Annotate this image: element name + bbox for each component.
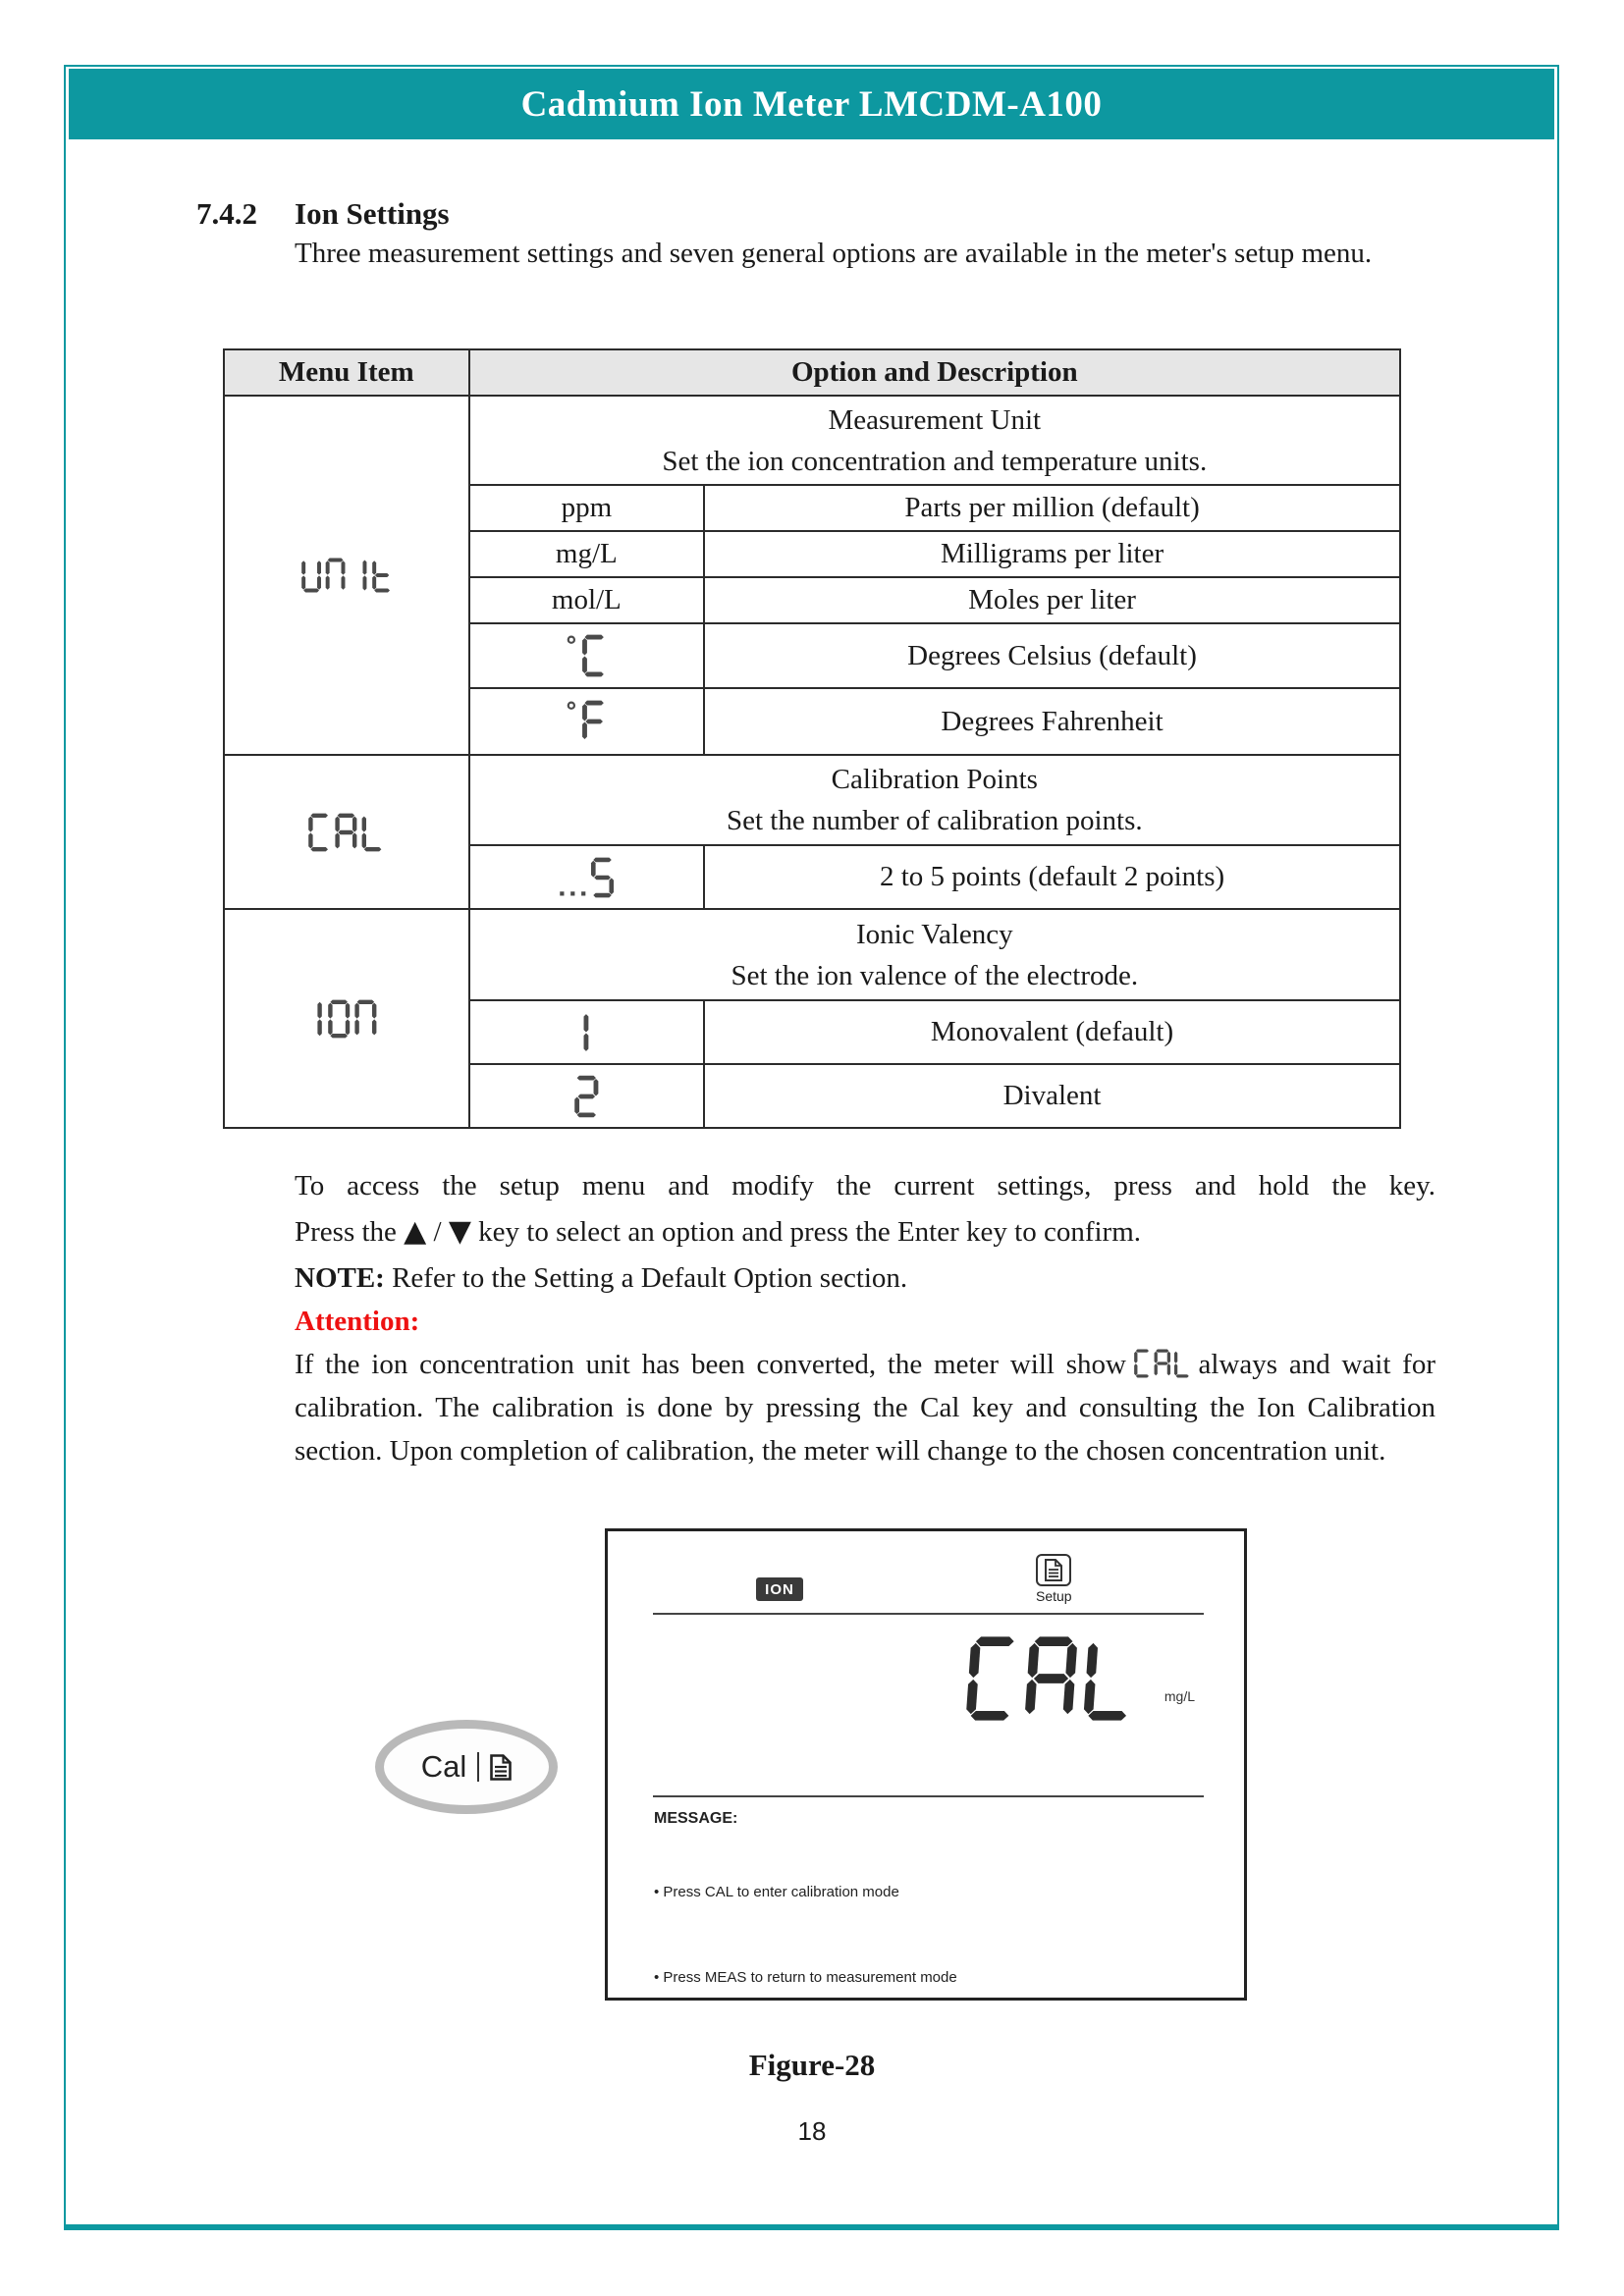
option-mgl-description: Milligrams per liter — [704, 531, 1400, 577]
note-label: NOTE: — [295, 1262, 385, 1294]
option-cal-points-description: 2 to 5 points (default 2 points) — [704, 845, 1400, 909]
arrow-line-prefix: Press the — [295, 1216, 397, 1248]
slash-separator: / — [433, 1216, 442, 1248]
menu-item-cal-cell — [224, 755, 469, 909]
note-line — [295, 1256, 1435, 1300]
section-intro-paragraph: Three measurement settings and seven general options are available in the meter's setup menu. — [295, 238, 1373, 269]
cal-key-button[interactable] — [375, 1720, 558, 1814]
option-celsius-description: Degrees Celsius (default) — [704, 623, 1400, 688]
section-number: 7.4.2 — [196, 196, 257, 231]
ion-subheader-cell — [469, 909, 1400, 1000]
option-divalent-cell — [469, 1064, 705, 1128]
lcd-digit-one — [582, 1011, 590, 1054]
lcd-cal-points — [559, 857, 614, 898]
option-divalent-description: Divalent — [704, 1064, 1400, 1128]
display-divider-bottom — [653, 1795, 1204, 1797]
attention-paragraph — [295, 1343, 1435, 1472]
settings-table — [223, 348, 1401, 1129]
note-text: Refer to the Setting a Default Option section. — [384, 1262, 908, 1294]
up-arrow-icon: ▲ — [404, 1214, 427, 1249]
option-moll: mol/L — [469, 577, 705, 623]
unit-title: Measurement Unit — [828, 403, 1042, 436]
option-fahrenheit-cell — [469, 688, 705, 755]
attention-label: Attention: — [295, 1306, 420, 1337]
option-ppm-description: Parts per million (default) — [704, 485, 1400, 531]
message-bullet-2: • Press MEAS to return to measurement mode — [654, 1969, 957, 1986]
arrow-keys-instruction-line — [295, 1207, 1435, 1256]
meter-display — [605, 1528, 1247, 2001]
display-unit-label: mg/L — [1164, 1688, 1195, 1704]
column-header-menu-item: Menu Item — [224, 349, 469, 396]
setup-label: Setup — [1036, 1588, 1072, 1604]
figure-caption: Figure-28 — [748, 2048, 876, 2082]
message-bullet-1-text: Press CAL to enter calibration mode — [663, 1884, 899, 1900]
option-celsius-cell — [469, 623, 705, 688]
lcd-fahrenheit — [567, 700, 607, 743]
lcd-digit-two — [574, 1075, 599, 1118]
option-mgl: mg/L — [469, 531, 705, 577]
access-instruction-line: To access the setup menu and modify the current settings, press and hold the key. — [295, 1170, 1435, 1201]
table-row — [224, 396, 1400, 485]
section-heading — [196, 196, 450, 232]
table-header-row — [224, 349, 1400, 396]
cal-title: Calibration Points — [831, 764, 1038, 795]
lcd-cal-inline — [1134, 1349, 1191, 1378]
column-header-option-description: Option and Description — [469, 349, 1400, 396]
lcd-ion-label — [316, 999, 377, 1039]
table-row — [224, 755, 1400, 845]
lcd-celsius — [567, 634, 607, 677]
body-paragraphs — [295, 1164, 1435, 1472]
unit-subtitle: Set the ion concentration and temperature units. — [662, 445, 1208, 477]
ion-subtitle: Set the ion valence of the electrode. — [731, 959, 1139, 991]
table-row — [224, 909, 1400, 1000]
attention-text-before: If the ion concentration unit has been converted, the meter will show — [295, 1349, 1126, 1380]
cal-key-label: Cal — [420, 1749, 467, 1784]
page-header-bar — [69, 69, 1554, 139]
document-icon — [490, 1754, 512, 1781]
option-cal-points-cell — [469, 845, 705, 909]
option-monovalent-description: Monovalent (default) — [704, 1000, 1400, 1064]
attention-text-after: always and wait for calibration. The calibration is done by pressing the Cal key and consulting the Ion Calibration section. Upon completion of calibration, the meter will change to the chosen concentration unit. — [295, 1349, 1435, 1467]
page-number: 18 — [797, 2116, 827, 2146]
menu-item-ion-cell — [224, 909, 469, 1128]
ion-mode-badge: ION — [756, 1577, 803, 1601]
section-title: Ion Settings — [295, 196, 450, 231]
message-bullet-2-text: Press MEAS to return to measurement mode — [663, 1969, 957, 1986]
cal-key-divider — [477, 1752, 479, 1782]
menu-item-unit-cell — [224, 396, 469, 755]
cal-subheader-cell — [469, 755, 1400, 845]
option-fahrenheit-description: Degrees Fahrenheit — [704, 688, 1400, 755]
cal-subtitle: Set the number of calibration points. — [726, 805, 1143, 836]
display-divider-top — [653, 1613, 1204, 1615]
setup-indicator — [1036, 1554, 1071, 1604]
option-monovalent-cell — [469, 1000, 705, 1064]
unit-subheader-cell — [469, 396, 1400, 485]
option-moll-description: Moles per liter — [704, 577, 1400, 623]
lcd-cal-reading — [965, 1635, 1137, 1722]
arrow-line-suffix: key to select an option and press the Enter key to confirm. — [478, 1216, 1141, 1248]
option-ppm: ppm — [469, 485, 705, 531]
lcd-cal-label — [308, 813, 384, 852]
ion-title: Ionic Valency — [855, 918, 1013, 950]
message-label: MESSAGE: — [654, 1810, 738, 1827]
lcd-unit-label — [301, 558, 392, 593]
document-title: Cadmium Ion Meter LMCDM-A100 — [520, 83, 1103, 125]
message-bullet-1: • Press CAL to enter calibration mode — [654, 1884, 899, 1900]
setup-document-icon — [1036, 1554, 1071, 1586]
down-arrow-icon: ▼ — [448, 1214, 471, 1249]
